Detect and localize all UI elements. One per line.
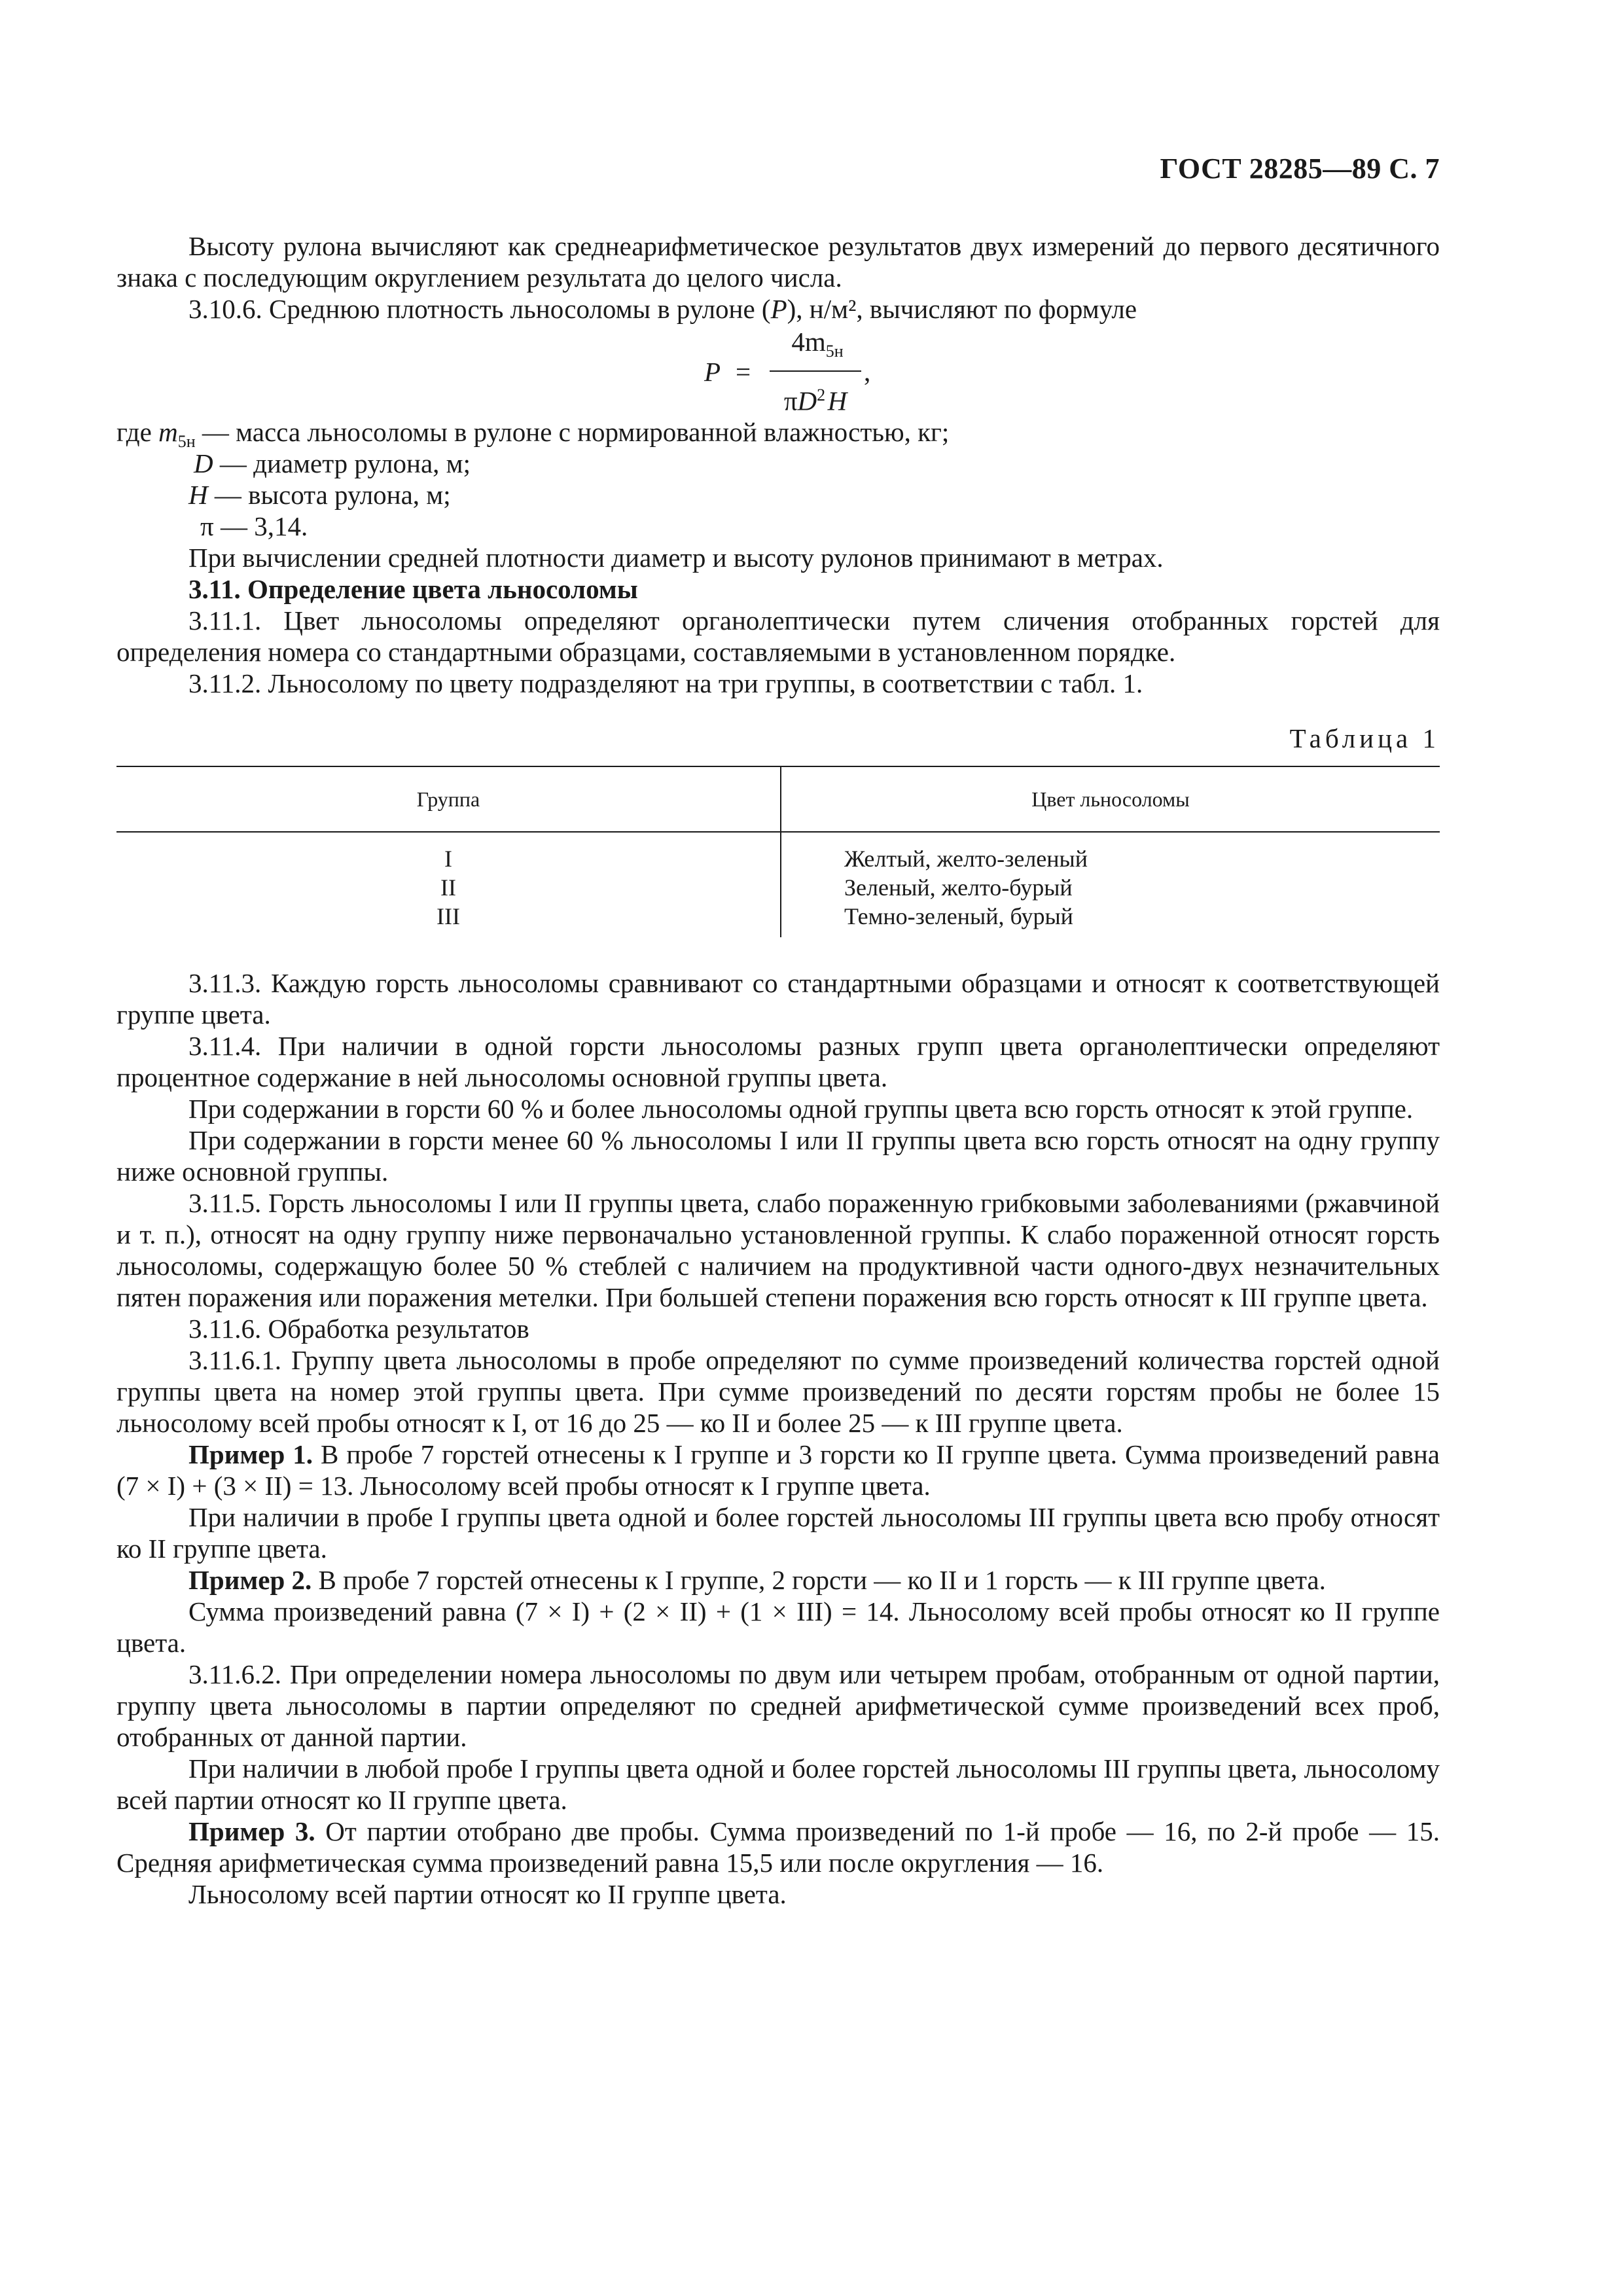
paragraph-3-11-2: 3.11.2. Льносолому по цвету подразделяют на три группы, в соответствии с табл. 1. — [188, 668, 1143, 698]
table-caption: Таблица 1 — [1289, 723, 1440, 753]
legend-var-d: D — [194, 448, 213, 478]
table-header-row — [116, 766, 1440, 832]
table-cell-colors: Желтый, желто-зеленый Зеленый, желто-бурый Темно-зеленый, бурый — [844, 846, 1088, 929]
example-3-text: От партии отобрано две пробы. Сумма произведений по 1-й пробе — 16, по 2-й пробе — 15. Средняя арифметическая сумма произведений равна 15,5 или после округления — 16. — [116, 1816, 1440, 1878]
paragraph-3-11-6-1: 3.11.6.1. Группу цвета льносоломы в пробе определяют по сумме произведений количества горстей одной группы цвета на номер этой группы цвета. При сумме произведений по десяти горстям пробы не более 15 льносолому всей пробы относят к I, от 16 до 25 — ко II и более 25 — к III группе цвета. — [116, 1345, 1440, 1438]
formula-comma: , — [864, 357, 871, 387]
legend-line-d — [194, 448, 471, 479]
p3106-prefix: 3.10.6. Среднюю плотность льносоломы в рулоне ( — [188, 294, 771, 324]
paragraph-3-11-4: 3.11.4. При наличии в одной горсти льносоломы разных групп цвета органолептически определяют процентное содержание в ней льносоломы основной группы цвета. — [116, 1031, 1440, 1092]
paragraph-60-more: При содержании в горсти 60 % и более льносоломы одной группы цвета всю горсть относят к этой группе. — [188, 1094, 1414, 1124]
denominator-pi: π — [783, 386, 798, 416]
page-header: ГОСТ 28285—89 С. 7 — [1160, 152, 1440, 185]
example-1 — [116, 1439, 1440, 1501]
legend-line-pi: π — 3,14. — [200, 511, 308, 541]
numerator-subscript: 5н — [825, 342, 844, 361]
fraction-bar — [770, 370, 861, 372]
numerator-text: 4m — [791, 327, 826, 357]
paragraph-3-11-1: 3.11.1. Цвет льносоломы определяют органолептически путем сличения отобранных горстей для определения номера со стандартными образцами, составляемыми в установленном порядке. — [116, 605, 1440, 667]
table-row — [116, 832, 1440, 937]
paragraph-3-11-5: 3.11.5. Горсть льносоломы I или II группы цвета, слабо пораженную грибковыми заболеваниями (ржавчиной и т. п.), относят на одну группу ниже первоначально установленной группы. К слабо пораженной относят горсть льносоломы, содержащую более 50 % стеблей с наличием на продуктивной части одного-двух незначительных пятен поражения или поражения метелки. При большей степени поражения всю горсть относят к III группе цвета. — [116, 1188, 1440, 1312]
legend-text-m: — масса льносоломы в рулоне с нормированной влажностью, кг; — [195, 417, 950, 447]
example-1-label: Пример 1. — [188, 1439, 313, 1469]
legend-where: где — [116, 417, 152, 447]
legend-text-h: — высота рулона, м; — [207, 480, 451, 510]
document-body — [116, 230, 1440, 1910]
example-2 — [116, 1564, 1440, 1596]
color-groups-table — [116, 766, 1440, 937]
p3106-suffix: ), н/м², вычисляют по формуле — [787, 294, 1137, 324]
paragraph-example-2-sum: Сумма произведений равна (7 × I) + (2 × II) + (1 × III) = 14. Льносолому всей пробы относят ко II группе цвета. — [116, 1596, 1440, 1658]
paragraph-roll-height: Высоту рулона вычисляют как среднеарифметическое результатов двух измерений до первого десятичного знака с последующим округлением результата до целого числа. — [116, 231, 1440, 293]
denominator-sup: 2 — [817, 386, 826, 404]
paragraph-3-11-6: 3.11.6. Обработка результатов — [188, 1314, 529, 1344]
example-2-label: Пример 2. — [188, 1565, 312, 1595]
paragraph-60-less: При содержании в горсти менее 60 % льносоломы I или II группы цвета всю горсть относят на одну группу ниже основной группы. — [116, 1125, 1440, 1187]
spacer — [116, 937, 1440, 967]
legend-sub-m: 5н — [177, 432, 196, 452]
legend-var-m: m — [158, 417, 178, 447]
formula-denominator — [770, 380, 861, 417]
legend-text-d: — диаметр рулона, м; — [213, 448, 471, 478]
legend-var-h: H — [188, 480, 208, 510]
paragraph-3-11-3: 3.11.3. Каждую горсть льносоломы сравнивают со стандартными образцами и относят к соответствующей группе цвета. — [116, 968, 1440, 1030]
example-3-label: Пример 3. — [188, 1816, 315, 1846]
paragraph-final: Льносолому всей партии относят ко II группе цвета. — [188, 1879, 787, 1909]
table-header-color: Цвет льносоломы — [781, 766, 1440, 832]
paragraph-example-1-note: При наличии в пробе I группы цвета одной и более горстей льносоломы III группы цвета всю пробу относят ко II группе цвета. — [116, 1502, 1440, 1564]
formula-numerator — [775, 326, 860, 367]
section-heading-3-11: 3.11. Определение цвета льносоломы — [188, 574, 638, 604]
legend-line-h — [188, 479, 451, 511]
p3106-var: P — [770, 294, 787, 324]
paragraph-units: При вычислении средней плотности диаметр и высоту рулонов принимают в метрах. — [188, 543, 1164, 573]
example-3 — [116, 1816, 1440, 1878]
density-formula — [116, 325, 1440, 416]
paragraph-any-sample: При наличии в любой пробе I группы цвета одной и более горстей льносоломы III группы цвета, льносолому всей партии относят ко II группе цвета. — [116, 1753, 1440, 1815]
denominator-h: H — [827, 386, 847, 416]
example-1-text: В пробе 7 горстей отнесены к I группе и 3 горсти ко II группе цвета. Сумма произведений равна (7 × I) + (3 × II) = 13. Льносолому всей пробы относят к I группе цвета. — [116, 1439, 1440, 1501]
paragraph-3-11-6-2: 3.11.6.2. При определении номера льносоломы по двум или четырем пробам, отобранным от одной партии, группу цвета льносоломы в партии определяют по средней арифметической сумме произведений всех проб, отобранных от данной партии. — [116, 1659, 1440, 1752]
formula-equals: = — [736, 357, 751, 387]
denominator-d: D — [797, 386, 817, 416]
table-cell-groups: I II III — [116, 832, 781, 937]
paragraph-3-10-6 — [116, 293, 1440, 325]
formula-lhs: P — [704, 357, 721, 387]
table-header-group: Группа — [116, 766, 781, 832]
formula-legend — [116, 416, 1440, 573]
example-2-text: В пробе 7 горстей отнесены к I группе, 2 горсти — ко II и 1 горсть — к III группе цвета. — [312, 1565, 1326, 1595]
